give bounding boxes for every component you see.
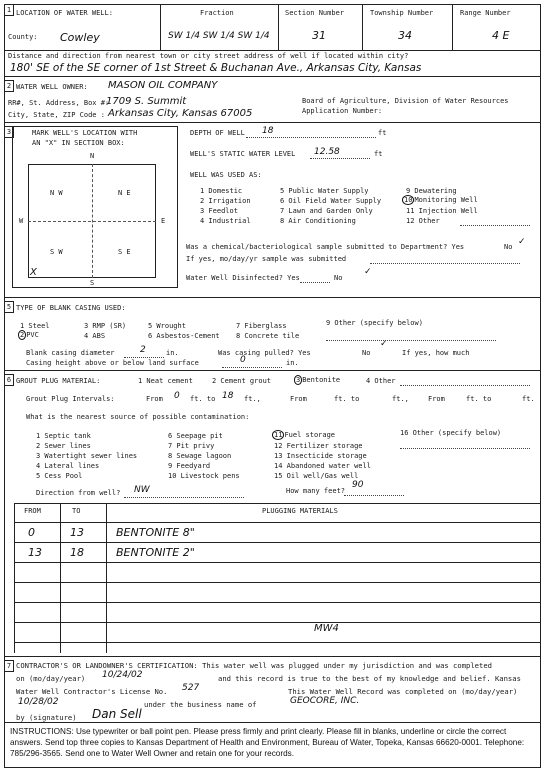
- contam-6[interactable]: 6 Seepage pit: [168, 432, 223, 440]
- table-row[interactable]: 0: [28, 526, 35, 539]
- diameter-value[interactable]: 2: [140, 345, 146, 355]
- use-1[interactable]: 1 Domestic: [200, 187, 243, 195]
- township-value[interactable]: 34: [398, 29, 412, 42]
- sample-question: Was a chemical/bacteriological sample submitted to Department? Yes: [186, 243, 465, 251]
- interval-from-3: From: [428, 395, 445, 403]
- static-level-unit: ft: [374, 150, 383, 158]
- table-header-from: FROM: [24, 507, 41, 515]
- owner-label: WATER WELL OWNER:: [16, 83, 88, 91]
- interval-ft-2: ft.,: [392, 395, 409, 403]
- table-row[interactable]: BENTONITE 2": [116, 546, 195, 559]
- use-2[interactable]: 2 Irrigation: [200, 197, 251, 205]
- section-5-number: 5: [4, 301, 14, 313]
- casing-1[interactable]: 1 Steel: [20, 322, 50, 330]
- height-unit: in.: [286, 359, 299, 367]
- casing-4[interactable]: 4 ABS: [84, 332, 106, 340]
- map-se: S E: [118, 248, 131, 256]
- table-row[interactable]: 13: [70, 526, 84, 539]
- feet-label: How many feet?: [286, 487, 346, 495]
- distance-label: Distance and direction from nearest town or city street address of well if located within city?: [8, 52, 409, 60]
- contam-15[interactable]: 15 Oil well/Gas well: [274, 472, 359, 480]
- distance-value[interactable]: 180' SE of the SE corner of 1st Street & Buchanan Ave., Arkansas City, Kansas: [10, 62, 422, 74]
- table-header-materials: PLUGGING MATERIALS: [262, 507, 338, 515]
- interval-ft-3: ft.: [522, 395, 535, 403]
- contamination-label: What is the nearest source of possible contamination:: [26, 413, 250, 421]
- well-location-mark[interactable]: X: [30, 267, 37, 278]
- use-3[interactable]: 3 Feedlot: [200, 207, 238, 215]
- casing-7[interactable]: 7 Fiberglass: [236, 322, 287, 330]
- map-label-2: AN "X" IN SECTION BOX:: [32, 139, 125, 147]
- contam-3[interactable]: 3 Watertight sewer lines: [36, 452, 138, 460]
- county-value[interactable]: Cowley: [60, 31, 100, 44]
- fraction-label: Fraction: [200, 9, 234, 17]
- sample-no[interactable]: No: [504, 243, 513, 251]
- selection-circle: 3: [296, 376, 301, 384]
- height-label: Casing height above or below land surface: [26, 359, 199, 367]
- use-9[interactable]: 9 Dewatering: [406, 187, 457, 195]
- owner-value[interactable]: MASON OIL COMPANY: [108, 80, 218, 91]
- pulled-after: If yes, how much: [402, 349, 470, 357]
- table-row[interactable]: 13: [28, 546, 42, 559]
- certification-line-4a: under the business name of: [144, 700, 257, 709]
- map-south: S: [90, 279, 95, 287]
- grout-4[interactable]: 4 Other: [366, 377, 396, 385]
- use-6[interactable]: 6 Oil Field Water Supply: [280, 197, 382, 205]
- board-label: Board of Agriculture, Division of Water Resources: [302, 97, 509, 105]
- interval-to-value[interactable]: 18: [222, 391, 234, 401]
- interval-ft-to-2: ft. to: [334, 395, 360, 403]
- disinfected-no[interactable]: No: [334, 274, 343, 282]
- used-as-label: WELL WAS USED AS:: [190, 171, 262, 179]
- depth-unit: ft: [378, 129, 387, 137]
- pulled-no[interactable]: No: [362, 349, 371, 357]
- certification-line-1: CONTRACTOR'S OR LANDOWNER'S CERTIFICATION: This water well was plugged under my jurisdiction and was completed: [16, 661, 492, 670]
- interval-ft-to: ft. to: [190, 395, 216, 403]
- grout-1[interactable]: 1 Neat cement: [138, 377, 193, 385]
- use-11[interactable]: 11 Injection Well: [406, 207, 478, 215]
- certification-line-2b: and this record is true to the best of my knowledge and belief. Kansas: [218, 674, 521, 683]
- map-east: E: [161, 217, 166, 225]
- section-6-number: 6: [4, 374, 14, 386]
- direction-value[interactable]: NW: [134, 485, 150, 495]
- contam-12[interactable]: 12 Fertilizer storage: [274, 442, 363, 450]
- contam-11-selected[interactable]: 11 Fuel storage: [274, 431, 336, 439]
- address-value[interactable]: 1709 S. Summit: [106, 96, 187, 107]
- depth-value[interactable]: 18: [262, 126, 274, 136]
- contam-1[interactable]: 1 Septic tank: [36, 432, 91, 440]
- map-north: N: [90, 152, 95, 160]
- table-header-to: TO: [72, 507, 81, 515]
- map-sw: S W: [50, 248, 63, 256]
- county-label: County:: [8, 33, 38, 41]
- contam-10[interactable]: 10 Livestock pens: [168, 472, 240, 480]
- pulled-label: Was casing pulled? Yes: [218, 349, 311, 357]
- pulled-no-check: ✓: [380, 339, 388, 349]
- location-label: LOCATION OF WATER WELL:: [16, 9, 113, 17]
- contam-4[interactable]: 4 Lateral lines: [36, 462, 100, 470]
- table-row[interactable]: BENTONITE 8": [116, 526, 195, 539]
- map-nw: N W: [50, 189, 63, 197]
- disinfected-no-check: ✓: [364, 267, 372, 277]
- casing-2-selected[interactable]: 2 PVC: [20, 331, 39, 339]
- section-7-number: 7: [4, 660, 14, 672]
- selection-circle: 10: [404, 196, 413, 204]
- casing-title: TYPE OF BLANK CASING USED:: [16, 304, 126, 312]
- range-value[interactable]: 4 E: [492, 29, 510, 42]
- grout-2[interactable]: 2 Cement grout: [212, 377, 272, 385]
- table-row[interactable]: 18: [70, 546, 84, 559]
- map-ne: N E: [118, 189, 131, 197]
- signature[interactable]: Dan Sell: [92, 707, 142, 721]
- section-1-number: 1: [4, 4, 14, 16]
- interval-ft: ft.,: [244, 395, 261, 403]
- map-west: W: [19, 217, 24, 225]
- static-level-value[interactable]: 12.58: [314, 147, 340, 157]
- casing-9[interactable]: 9 Other (specify below): [326, 319, 423, 327]
- contam-9[interactable]: 9 Feedyard: [168, 462, 211, 470]
- casing-6[interactable]: 6 Asbestos-Cement: [148, 332, 220, 340]
- township-number-label: Township Number: [370, 9, 434, 17]
- direction-label: Direction from well?: [36, 489, 121, 497]
- use-8[interactable]: 8 Air Conditioning: [280, 217, 356, 225]
- contam-16[interactable]: 16 Other (specify below): [400, 429, 502, 437]
- section-2-number: 2: [4, 80, 14, 92]
- intervals-label: Grout Plug Intervals:: [26, 395, 115, 403]
- instructions: INSTRUCTIONS: Use typewriter or ball point pen. Please press firmly and print clearly. Please fill in blanks, underline or circle the correct answers. Send top three copies to Kansas Department of Health and Environment, Bureau of Water, Topeka, Kansas 66620-0001. Telephone: 785/296-3565. Send one to Water Well Owner and retain one for your records.: [10, 727, 525, 758]
- business-name[interactable]: GEOCORE, INC.: [290, 696, 360, 706]
- use-10-selected[interactable]: 10 Monitoring Well: [404, 196, 478, 204]
- map-label-1: MARK WELL'S LOCATION WITH: [32, 129, 138, 137]
- sample-no-check: ✓: [518, 237, 526, 247]
- certification-line-3b: This Water Well Record was completed on (mo/day/year): [288, 687, 518, 696]
- section-number-label: Section Number: [285, 9, 345, 17]
- address-label: RR#, St. Address, Box #:: [8, 99, 110, 107]
- city-label: City, State, ZIP Code :: [8, 111, 105, 119]
- use-12[interactable]: 12 Other: [406, 217, 440, 225]
- sample-date-question: If yes, mo/day/yr sample was submitted: [186, 255, 347, 263]
- table-annotation: MW4: [314, 623, 339, 634]
- contam-8[interactable]: 8 Sewage lagoon: [168, 452, 232, 460]
- interval-from-label: From: [146, 395, 163, 403]
- contam-14[interactable]: 14 Abandoned water well: [274, 462, 371, 470]
- feet-value[interactable]: 90: [352, 480, 364, 490]
- license-number[interactable]: 527: [182, 683, 200, 693]
- certification-line-3a: Water Well Contractor's License No.: [16, 687, 168, 696]
- fraction-value[interactable]: SW 1/4 SW 1/4 SW 1/4: [168, 31, 270, 41]
- completion-date[interactable]: 10/24/02: [102, 670, 143, 680]
- signature-label: by (signature): [16, 713, 77, 722]
- interval-from-2: From: [290, 395, 307, 403]
- selection-circle: 11: [274, 431, 283, 439]
- contam-5[interactable]: 5 Cess Pool: [36, 472, 83, 480]
- section-value[interactable]: 31: [312, 29, 326, 42]
- diameter-label: Blank casing diameter: [26, 349, 115, 357]
- application-label: Application Number:: [302, 107, 383, 115]
- contam-2[interactable]: 2 Sewer lines: [36, 442, 91, 450]
- section-3-number: 3: [4, 126, 14, 138]
- height-value[interactable]: 0: [240, 355, 246, 365]
- use-4[interactable]: 4 Industrial: [200, 217, 251, 225]
- grout-label: GROUT PLUG MATERIAL:: [16, 377, 101, 385]
- certification-line-2a: on (mo/day/year): [16, 674, 86, 683]
- static-level-label: WELL'S STATIC WATER LEVEL: [190, 150, 296, 158]
- casing-8[interactable]: 8 Concrete tile: [236, 332, 300, 340]
- grout-3-selected[interactable]: 3 Bentonite: [296, 376, 341, 384]
- city-value[interactable]: Arkansas City, Kansas 67005: [108, 108, 253, 119]
- disinfected-label: Water Well Disinfected? Yes: [186, 274, 300, 282]
- use-7[interactable]: 7 Lawn and Garden Only: [280, 207, 373, 215]
- casing-3[interactable]: 3 RMP (SR): [84, 322, 127, 330]
- contam-7[interactable]: 7 Pit privy: [168, 442, 215, 450]
- range-number-label: Range Number: [460, 9, 511, 17]
- casing-5[interactable]: 5 Wrought: [148, 322, 186, 330]
- interval-from-value[interactable]: 0: [174, 391, 180, 401]
- interval-ft-to-3: ft. to: [466, 395, 492, 403]
- selection-circle: 2: [20, 331, 25, 339]
- contam-13[interactable]: 13 Insecticide storage: [274, 452, 367, 460]
- use-5[interactable]: 5 Public Water Supply: [280, 187, 369, 195]
- record-date[interactable]: 10/28/02: [18, 697, 59, 707]
- depth-label: DEPTH OF WELL: [190, 129, 245, 137]
- diameter-unit: in.: [166, 349, 179, 357]
